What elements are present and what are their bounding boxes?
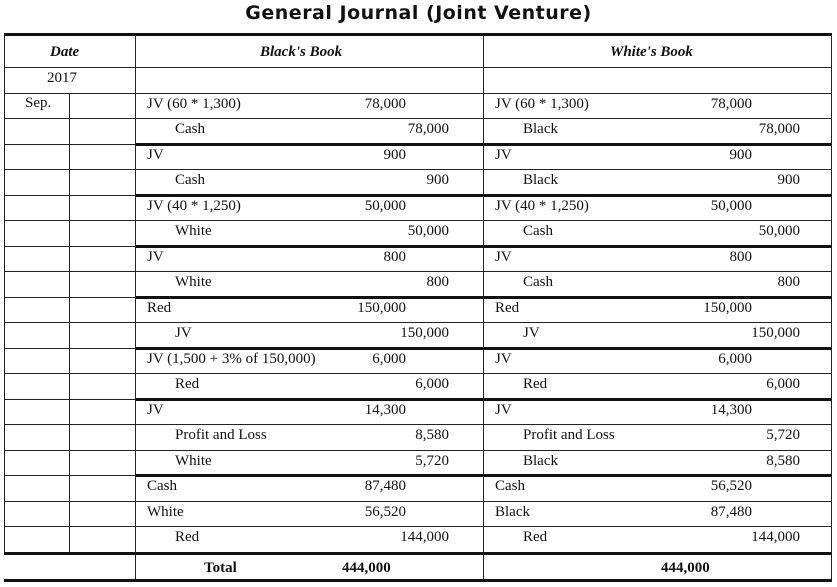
black-debit-amount: 900: [383, 147, 406, 163]
white-entry-account: Red: [523, 529, 548, 545]
white-entry-account: Cash: [523, 274, 553, 290]
header-date: Date: [50, 44, 80, 60]
black-debit-amount: 800: [383, 249, 406, 265]
black-credit-amount: 6,000: [415, 376, 449, 392]
white-entry-account: JV: [495, 351, 512, 367]
white-entry-account: Profit and Loss: [523, 427, 615, 443]
white-left-line: [483, 33, 484, 579]
black-credit-amount: 900: [426, 172, 449, 188]
date-inner-line: [69, 93, 70, 552]
row-divider: [4, 526, 832, 527]
black-credit-amount: 144,000: [400, 529, 449, 545]
black-debit-amount: 150,000: [357, 300, 406, 316]
black-entry-account: White: [175, 223, 212, 239]
black-debit-amount: 56,520: [364, 504, 406, 520]
black-credit-amount: 800: [426, 274, 449, 290]
white-credit-amount: 900: [777, 172, 800, 188]
black-entry-account: Red: [175, 376, 200, 392]
white-credit-amount: 150,000: [751, 325, 800, 341]
black-entry-account: JV: [147, 147, 164, 163]
black-credit-amount: 50,000: [407, 223, 449, 239]
black-entry-account: Profit and Loss: [175, 427, 267, 443]
row-divider: [4, 118, 832, 119]
black-entry-account: JV (60 * 1,300): [147, 96, 241, 112]
black-debit-amount: 6,000: [372, 351, 406, 367]
black-entry-account: JV (40 * 1,250): [147, 198, 241, 214]
total-white: 444,000: [661, 560, 710, 576]
white-debit-amount: 50,000: [710, 198, 752, 214]
white-debit-amount: 800: [729, 249, 752, 265]
white-entry-account: Black: [523, 172, 558, 188]
white-entry-account: JV (60 * 1,300): [495, 96, 589, 112]
row-divider: [4, 169, 832, 170]
white-debit-amount: 6,000: [718, 351, 752, 367]
black-credit-amount: 5,720: [415, 453, 449, 469]
white-debit-amount: 150,000: [703, 300, 752, 316]
row-divider: [4, 450, 832, 451]
black-entry-account: JV: [147, 402, 164, 418]
header-white-book: White's Book: [610, 44, 693, 60]
black-entry-account: JV: [175, 325, 192, 341]
black-credit-amount: 150,000: [400, 325, 449, 341]
white-credit-amount: 144,000: [751, 529, 800, 545]
white-debit-amount: 900: [729, 147, 752, 163]
white-debit-amount: 14,300: [710, 402, 752, 418]
header-divider: [4, 67, 832, 68]
total-divider: [4, 552, 832, 555]
page-title: General Journal (Joint Venture): [245, 2, 592, 24]
month-cell: Sep.: [25, 95, 52, 111]
row-divider: [4, 220, 832, 221]
white-entry-account: Red: [495, 300, 520, 316]
black-debit-amount: 14,300: [364, 402, 406, 418]
total-label: Total: [204, 560, 237, 576]
bottom-border: [4, 579, 832, 582]
header-black-book: Black's Book: [260, 44, 343, 60]
year-cell: 2017: [47, 70, 77, 86]
black-debit-amount: 50,000: [364, 198, 406, 214]
white-debit-amount: 56,520: [710, 478, 752, 494]
row-divider: [4, 322, 832, 323]
black-entry-account: JV: [147, 249, 164, 265]
white-entry-account: JV: [495, 402, 512, 418]
row-divider: [4, 373, 832, 374]
black-entry-account: Red: [175, 529, 200, 545]
black-debit-amount: 78,000: [364, 96, 406, 112]
white-credit-amount: 6,000: [766, 376, 800, 392]
white-credit-amount: 78,000: [758, 121, 800, 137]
white-entry-account: Red: [523, 376, 548, 392]
top-border: [4, 33, 832, 36]
black-entry-account: Red: [147, 300, 172, 316]
white-entry-account: Black: [495, 504, 530, 520]
white-entry-account: JV (40 * 1,250): [495, 198, 589, 214]
black-credit-amount: 78,000: [407, 121, 449, 137]
white-credit-amount: 50,000: [758, 223, 800, 239]
black-left-line: [135, 33, 136, 579]
white-debit-amount: 78,000: [710, 96, 752, 112]
black-credit-amount: 8,580: [415, 427, 449, 443]
white-entry-account: Cash: [495, 478, 525, 494]
white-entry-account: Cash: [523, 223, 553, 239]
white-entry-account: Black: [523, 453, 558, 469]
black-entry-account: White: [175, 274, 212, 290]
black-entry-account: Cash: [147, 478, 177, 494]
white-debit-amount: 87,480: [710, 504, 752, 520]
journal-table: [4, 33, 832, 581]
white-entry-account: JV: [495, 249, 512, 265]
white-credit-amount: 8,580: [766, 453, 800, 469]
row-divider: [4, 424, 832, 425]
black-debit-amount: 87,480: [364, 478, 406, 494]
black-entry-account: Cash: [175, 121, 205, 137]
black-entry-account: White: [147, 504, 184, 520]
total-black: 444,000: [342, 560, 391, 576]
row-divider: [4, 501, 832, 502]
white-entry-account: JV: [523, 325, 540, 341]
white-credit-amount: 5,720: [766, 427, 800, 443]
black-entry-account: White: [175, 453, 212, 469]
black-entry-account: Cash: [175, 172, 205, 188]
white-entry-account: JV: [495, 147, 512, 163]
right-border: [831, 33, 832, 579]
row-divider: [4, 93, 832, 94]
left-border: [4, 33, 5, 553]
white-entry-account: Black: [523, 121, 558, 137]
row-divider: [4, 271, 832, 272]
black-entry-account: JV (1,500 + 3% of 150,000): [147, 351, 316, 367]
white-credit-amount: 800: [777, 274, 800, 290]
